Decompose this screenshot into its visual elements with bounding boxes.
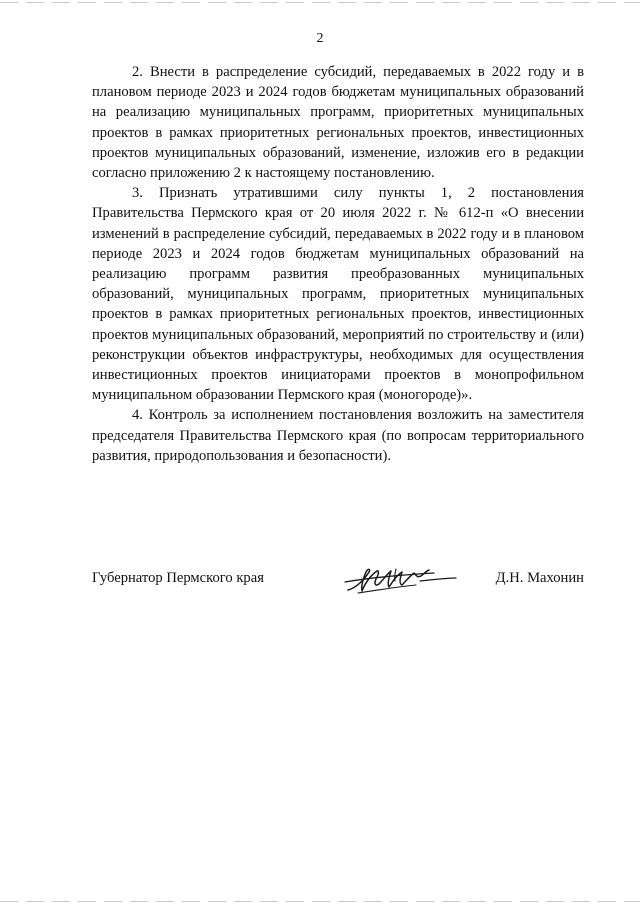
paragraph-item-3: 3. Признать утратившими силу пункты 1, 2 постановления Правительства Пермского края от 20 июля 2022 г. № 612-п «О внесении изменений в распределение субсидий, передаваемых в 2022 году и в плановом периоде 2023 и 2024 годов бюджетам муниципальных образований на реализацию программ развития преобразованных муниципальных образований, муниципальных программ, приоритетных муниципальных проектов в рамках приоритетных региональных проектов, инвестиционных проектов муниципальных образований, мероприятий по строительству и (или) реконструкции объектов инфраструктуры, необходимых для осуществления инвестиционных проектов инициаторами проектов в монопрофильном муниципальном образовании Пермского края (моногороде)». — [92, 185, 584, 404]
scan-edge-bottom — [0, 901, 640, 902]
paragraph-item-4: 4. Контроль за исполнением постановления возложить на заместителя председателя Правительства Пермского края (по вопросам территориального развития, природопользования и безопасности). — [92, 407, 584, 464]
page-number: 2 — [316, 31, 324, 46]
signature-block — [92, 563, 584, 593]
signatory-position: Губернатор Пермского края — [92, 570, 264, 586]
document-body — [92, 62, 584, 466]
handwritten-signature-icon — [338, 563, 462, 595]
scan-edge-top — [0, 2, 640, 3]
signatory-name: Д.Н. Махонин — [495, 570, 584, 586]
paragraph-item-2: 2. Внести в распределение субсидий, передаваемых в 2022 году и в плановом периоде 2023 и 2024 годов бюджетам муниципальных образований на реализацию муниципальных программ, приоритетных муниципальных проектов в рамках приоритетных региональных проектов, инвестиционных проектов муниципальных образований, изменение, изложив его в редакции согласно приложению 2 к настоящему постановлению. — [92, 64, 584, 182]
